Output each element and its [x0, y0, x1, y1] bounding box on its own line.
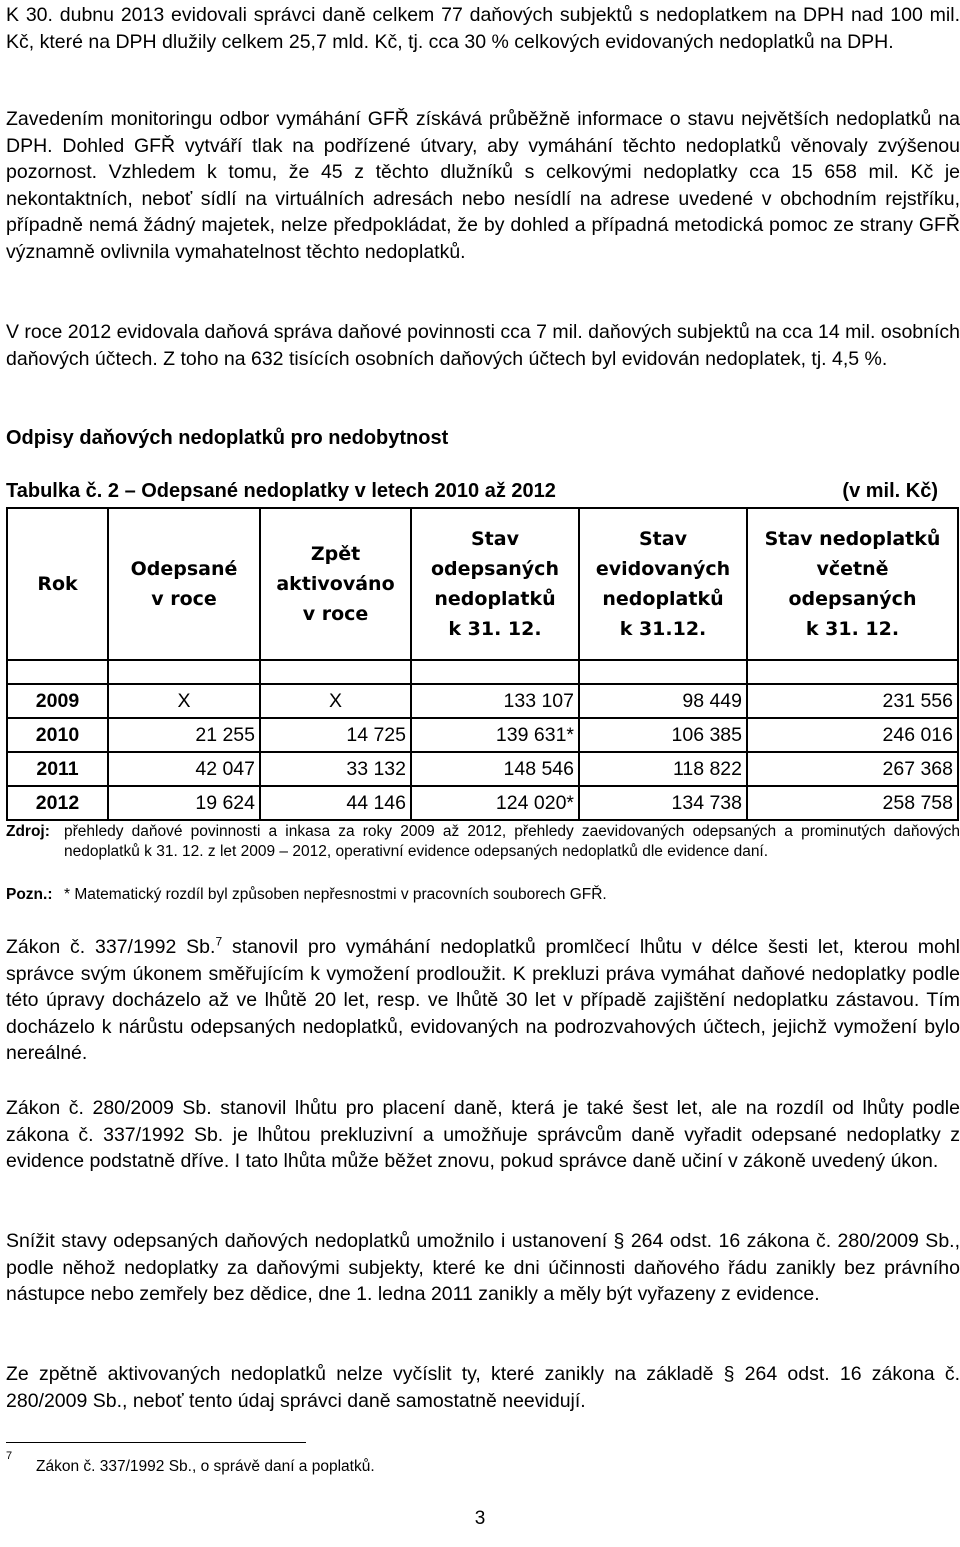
- paragraph-dph-debtors: K 30. dubnu 2013 evidovali správci daně celkem 77 daňových subjektů s nedoplatkem na DPH nad 100 mil. Kč, které na DPH dlužily celkem 25,7 mld. Kč, tj. cca 30 % celkových evidovaných nedoplatků na DPH.: [6, 4, 960, 53]
- cell-total: 231 556: [747, 684, 958, 718]
- footnote-ref: 7: [215, 934, 223, 949]
- table-note: [6, 885, 960, 905]
- table-unit: (v mil. Kč): [842, 480, 938, 502]
- paragraph-reactivated: Ze zpětně aktivovaných nedoplatků nelze vyčíslit ty, které zanikly na základě § 264 odst. 16 zákona č. 280/2009 Sb., neboť tento údaj správci daně samostatně neevidují.: [6, 1363, 960, 1412]
- table-spacer-row: [7, 660, 958, 684]
- footnote-number: 7: [6, 1450, 13, 1462]
- cell-written-off: 19 624: [108, 786, 260, 820]
- cell-recorded: 118 822: [579, 752, 747, 786]
- page-number: 3: [474, 1508, 486, 1529]
- table-caption: [6, 480, 938, 503]
- cell-written-off: 42 047: [108, 752, 260, 786]
- cell-recorded: 98 449: [579, 684, 747, 718]
- source-label: Zdroj:: [6, 823, 50, 840]
- cell-reactivated: 14 725: [260, 718, 411, 752]
- header-written-off: Odepsané v roce: [108, 508, 260, 660]
- cell-total: 267 368: [747, 752, 958, 786]
- cell-reactivated: X: [260, 684, 411, 718]
- cell-written-off-stock: 148 546: [411, 752, 579, 786]
- table-row: [7, 718, 958, 752]
- paragraph-law-280: Zákon č. 280/2009 Sb. stanovil lhůtu pro placení daně, která je také šest let, ale na rozdíl od lhůty podle zákona č. 337/1992 Sb. je lhůtou prekluzivní a umožňuje správcům daně vyřadit odepsané nedoplatky z evidence podstatně dříve. I tato lhůta může běžet znovu, pokud správce daně učiní v zákoně uvedený úkon.: [6, 1097, 960, 1172]
- table-row: [7, 786, 958, 820]
- paragraph-2012-stats: V roce 2012 evidovala daňová správa daňové povinnosti cca 7 mil. daňových subjektů na cca 14 mil. osobních daňových účtech. Z toho na 632 tisících osobních daňových účtech byl evidován nedoplatek, tj. 4,5 %.: [6, 321, 960, 370]
- table-row: [7, 752, 958, 786]
- table-title: Tabulka č. 2 – Odepsané nedoplatky v letech 2010 až 2012: [6, 480, 556, 502]
- cell-written-off: 21 255: [108, 718, 260, 752]
- cell-written-off-stock: 133 107: [411, 684, 579, 718]
- cell-year: 2009: [7, 684, 108, 718]
- paragraph-law-337: Zákon č. 337/1992 Sb.$^7$ stanovil pro vymáhání nedoplatků promlčecí lhůtu v délce šesti let, kterou mohl správce svým úkonem směřujícím k vymožení prodloužit. K prekluzi práva vymáhat daňové nedoplatky podle této úpravy docházelo až ve lhůtě 20 let, resp. ve lhůtě 30 let v případě zajištění nedoplatku zástavou. Tím docházelo k nárůstu odepsaných nedoplatků, evidovaných na podrozvahových účtech, jejichž vymožení bylo nereálné.: [6, 934, 960, 1064]
- cell-recorded: 134 738: [579, 786, 747, 820]
- source-text: přehledy daňové povinnosti a inkasa za roky 2009 až 2012, přehledy zaevidovaných odepsaných a prominutých daňových nedoplatků k 31. 12. z let 2009 – 2012, operativní evidence odepsaných nedoplatků dle evidence daní.: [64, 823, 960, 860]
- paragraph-section-264: Snížit stavy odepsaných daňových nedoplatků umožnilo i ustanovení § 264 odst. 16 zákona č. 280/2009 Sb., podle něhož nedoplatky za daňovými subjekty, které ke dni účinnosti daňového řádu zanikly bez právního nástupce nebo zemřely bez dědice, dne 1. ledna 2011 zanikly a měly být vyřazeny z evidence.: [6, 1230, 960, 1305]
- cell-year: 2010: [7, 718, 108, 752]
- table-header-row: [7, 508, 958, 660]
- header-recorded: Stav evidovaných nedoplatků k 31.12.: [579, 508, 747, 660]
- table-row: [7, 684, 958, 718]
- header-total: Stav nedoplatků včetně odepsaných k 31. 12.: [747, 508, 958, 660]
- cell-written-off-stock: 139 631*: [411, 718, 579, 752]
- cell-written-off: X: [108, 684, 260, 718]
- paragraph-monitoring: Zavedením monitoringu odbor vymáhání GFŘ získává průběžně informace o stavu největších nedoplatků na DPH. Dohled GFŘ vytváří tlak na podřízené útvary, aby vymáhání těchto nedoplatků věnovaly zvýšenou pozornost. Vzhledem k tomu, že 45 z těchto dlužníků s celkovými nedoplatky cca 15 658 mil. Kč je nekontaktních, neboť sídlí na virtuálních adresách nebo nesídlí na adrese uvedené v obchodním rejstříku, případně nemá žádný majetek, nelze předpokládat, že by dohled a případná metodická pomoc ze strany GFŘ významně ovlivnila vymahatelnost těchto nedoplatků.: [6, 108, 960, 263]
- cell-reactivated: 44 146: [260, 786, 411, 820]
- cell-year: 2012: [7, 786, 108, 820]
- header-year: Rok: [7, 508, 108, 660]
- cell-total: 258 758: [747, 786, 958, 820]
- note-label: Pozn.:: [6, 886, 53, 903]
- cell-recorded: 106 385: [579, 718, 747, 752]
- cell-year: 2011: [7, 752, 108, 786]
- cell-reactivated: 33 132: [260, 752, 411, 786]
- cell-written-off-stock: 124 020*: [411, 786, 579, 820]
- header-written-off-stock: Stav odepsaných nedoplatků k 31. 12.: [411, 508, 579, 660]
- cell-total: 246 016: [747, 718, 958, 752]
- footnote-text: Zákon č. 337/1992 Sb., o správě daní a poplatků.: [36, 1458, 375, 1475]
- header-reactivated: Zpět aktivováno v roce: [260, 508, 411, 660]
- write-offs-table: [6, 507, 959, 821]
- footnote-separator: [6, 1442, 306, 1443]
- section-heading: Odpisy daňových nedoplatků pro nedobytnost: [6, 427, 449, 449]
- table-source: [6, 822, 960, 862]
- note-text: * Matematický rozdíl byl způsoben nepřesnostmi v pracovních souborech GFŘ.: [64, 886, 607, 903]
